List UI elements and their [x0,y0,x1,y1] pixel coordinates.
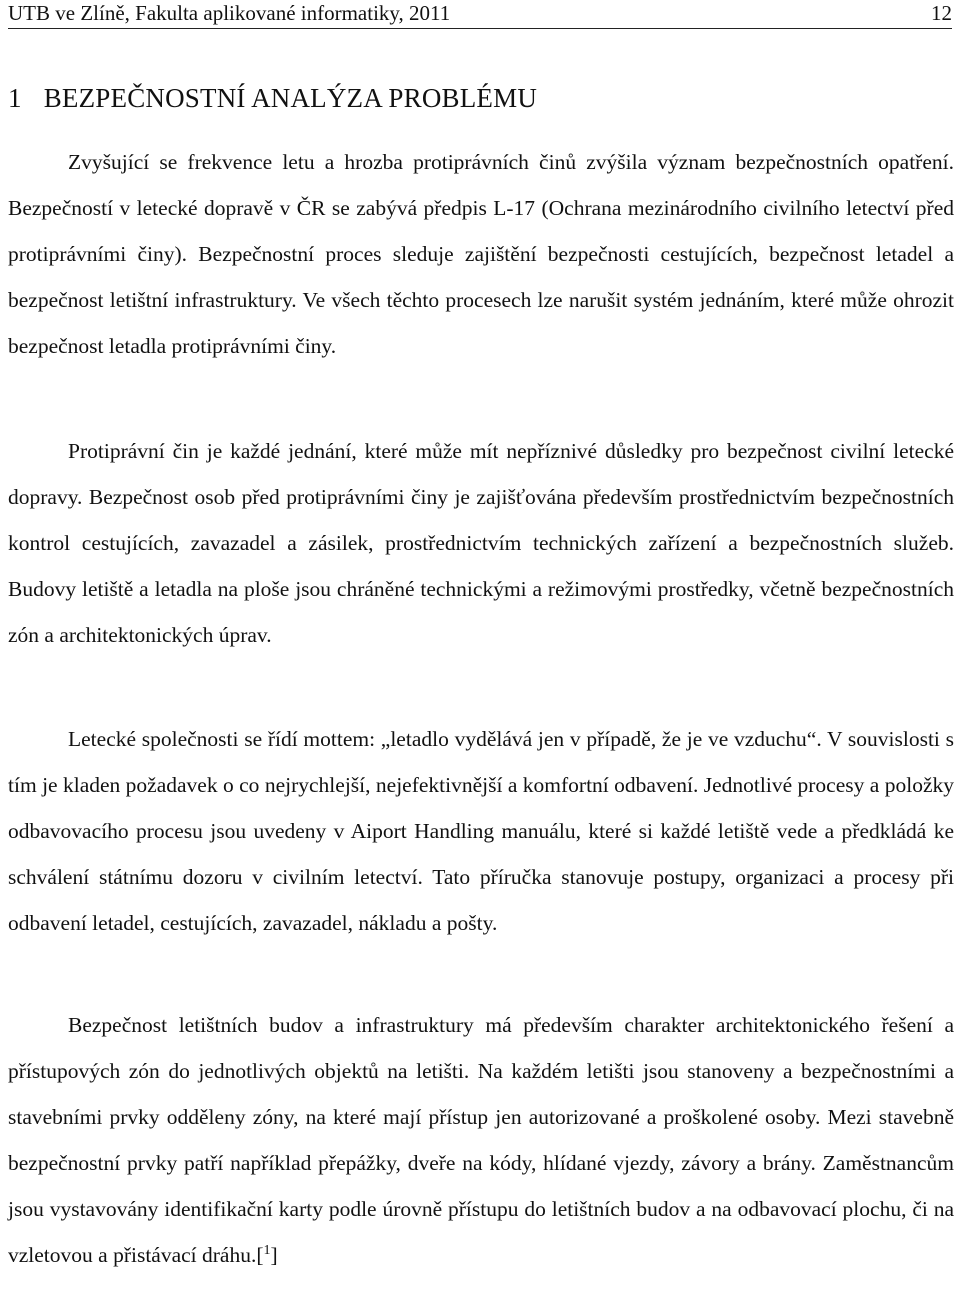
paragraph-1: Zvyšující se frekvence letu a hrozba protiprávních činů zvýšila význam bezpečnostních opatření. Bezpečností v letecké dopravě v ČR se zabývá předpis L-17 (Ochrana mezinárodního civilního letectví před protiprávními činy). Bezpečnostní proces sleduje zajištění bezpečnosti cestujících, bezpečnost letadel a bezpečnost letištní infrastruktury. Ve všech těchto procesech lze narušit systém jednáním, které může ohrozit bezpečnost letadla protiprávními činy. [8,150,954,358]
citation-open: [ [256,1243,264,1267]
paragraph-4 [8,1002,954,1278]
paragraph-2: Protiprávní čin je každé jednání, které může mít nepříznivé důsledky pro bezpečnost civilní letecké dopravy. Bezpečnost osob před protiprávními činy je zajišťována především prostřednictvím bezpečnostních kontrol cestujících, zavazadel a zásilek, prostřednictvím technických zařízení a bezpečnostních služeb. Budovy letiště a letadla na ploše jsou chráněné technickými a režimovými prostředky, včetně bezpečnostních zón a architektonických úprav. [8,439,954,647]
paragraph-4-text: Bezpečnost letištních budov a infrastruktury má především charakter architektonického řešení a přístupových zón do jednotlivých objektů na letišti. Na každém letišti jsou stanoveny a bezpečnostními a stavebními prvky odděleny zóny, na které mají přístup jen autorizované a proškolené osoby. Mezi stavebně bezpečnostní prvky patří například přepážky, dveře na kódy, hlídané vjezdy, závory a brány. Zaměstnancům jsou vystavovány identifikační karty podle úrovně přístupu do letištních budov a na odbavovací plochu, či na vzletovou a přistávací dráhu. [8,1013,954,1267]
chapter-heading [8,80,537,116]
page-header [8,0,952,29]
header-title: UTB ve Zlíně, Fakulta aplikované informatiky, 2011 [8,1,451,25]
citation-close: ] [270,1243,278,1267]
chapter-number: 1 [8,83,22,113]
page-number: 12 [931,1,952,25]
paragraph-3: Letecké společnosti se řídí mottem: „letadlo vydělává jen v případě, že je ve vzduchu“. V souvislosti s tím je kladen požadavek o co nejrychlejší, nejefektivnější a komfortní odbavení. Jednotlivé procesy a položky odbavovacího procesu jsou uvedeny v Aiport Handling manuálu, které si každé letiště vede a předkládá ke schválení státnímu dozoru v civilním letectví. Tato příručka stanovuje postupy, organizaci a procesy při odbavení letadel, cestujících, zavazadel, nákladu a pošty. [8,727,954,935]
chapter-title: BEZPEČNOSTNÍ ANALÝZA PROBLÉMU [43,83,538,113]
citation-number: 1 [263,1243,271,1258]
